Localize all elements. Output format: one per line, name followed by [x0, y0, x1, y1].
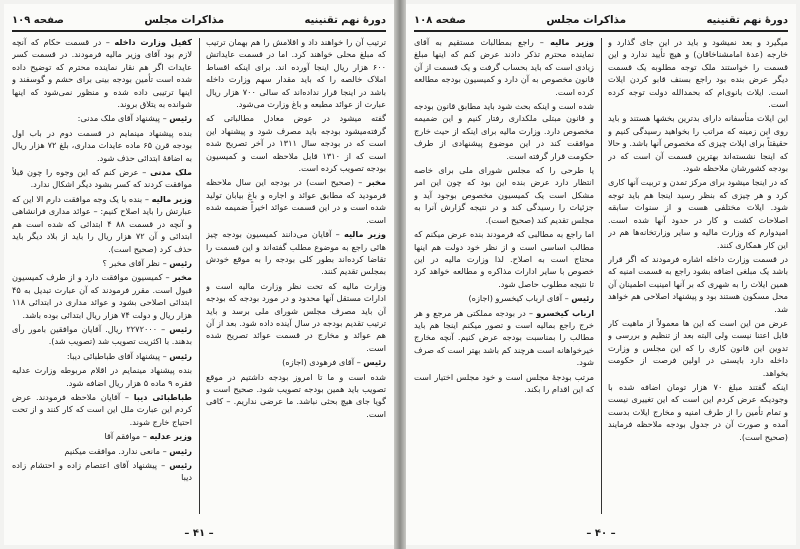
paragraph-text: – پیشنهاد آقای اعتصام زاده و احتشام زاده دیبا	[12, 460, 192, 483]
paragraph-text: – در قسمت حکام که آنچه لازم بود آقای وزیر مالیه فرمودند. در قسمت کسر عایدات اگر هم نقار نماینده محترم که توضیح داده شده است تأمین بودجه بینی برای حشم و گوسفند و اینها ترتیبی داده شده و منظور نمی‌شود که اینها شوانده به یتلاق بروند.	[12, 37, 192, 110]
transcript-paragraph	[12, 350, 192, 362]
left-header-title: مذاکرات مجلس	[144, 14, 225, 26]
left-header-session: دورهٔ نهم تقنینیه	[304, 14, 386, 26]
paragraph-text: – ۲۲۷۲۰۰۰ ریال. آقایان موافقین بامور رأی بدهند. با اکثریت تصویب شد (تصویب شد).	[12, 323, 192, 347]
paragraph-text: وزارت مالیه که تحت نظر وزارت مالیه است و ادارات مستقل آنها محدود و در مورد بودجه که بودجه آن باید مصرف مجلس شورای ملی برسد و باید ترتیب تقدیم بودجه در سال آینده داده شود. بعد از آن هم عوائد و مخارج در قسمت عوائد تصریح شده است.	[206, 280, 386, 353]
transcript-paragraph	[206, 228, 386, 278]
paragraph-text: ترتیب آن را خواهند داد و اقلامش را هم بهمان ترتیب که مبلغ محلی خواهند کرد. اما در قسمت عایداتش ۶۰۰ هزار ریال اینجا آورده اند. برای اینکه اقساط املاک خالصه را که باید مقدار سهم وزارت داخله باشد در اینجا قرار نداده‌اند که سالی ۷۰۰ هزار ریال عبارت از عوائد مطبعه و باغ وزارت می‌شود.	[206, 37, 386, 110]
paragraph-text: – آقای فرهودی (اجازه)	[282, 357, 361, 368]
paragraph-text: – در بودجه مملکتی هر مرجع و هر خرج راجع بمالیه است و تصور میکنم اینجا هم باید مطالب را بمناسبت بودجه عرض کنیم. آنچه مخارج خیرخواهانه است هرچند کم باشد بهتر است که صرف شود.	[414, 307, 594, 368]
speaker-name: رئیس	[169, 323, 192, 334]
transcript-paragraph	[12, 257, 192, 269]
paragraph-text: – کمیسیون موافقت دارد و از طرف کمیسیون قبول است. مقرر فرمودند که آن عبارت تبدیل به ۴۵ ابتدائی اصلاحی بشود و عوائد مداری در ابتدائی ۱۱۸ هزار ریال و دولت ۷۴ هزار ریال ابتدائی بوده باشد.	[12, 272, 192, 320]
paragraph-text: – راجع بمطالبات مستقیم به آقای نماینده محترم تذکر دادند عرض کنم که اینها مبلغ زیادی است که باید بحساب گرفت و یک قسمت از آن قانون مخصوص به آن دارد و کمیسیون بودجه مطالعه کرده است.	[414, 37, 594, 97]
transcript-paragraph	[12, 271, 192, 321]
transcript-paragraph	[12, 323, 192, 348]
transcript-paragraph	[206, 36, 386, 110]
transcript-paragraph	[608, 317, 788, 379]
paragraph-text: که در اینجا میشود برای مرکز تمدن و تربیت آنها کاری کرد و هر چیزی که بنظر رسید اینجا هم باید توجه شود. ایلات مختلفی هست و از سنوات سابقه اصلاحات کشت و کار در حدود آنها شده است. امیدوارم که وزارت مالیه و سایر وزارتخانه‌ها هم در این کار همکاری کنند.	[608, 177, 788, 250]
speaker-name: رئیس	[169, 113, 192, 124]
transcript-paragraph	[414, 292, 594, 304]
speaker-name: رئیس	[571, 293, 594, 304]
transcript-paragraph	[206, 176, 386, 226]
column-divider	[199, 38, 200, 514]
transcript-paragraph	[12, 127, 192, 164]
paragraph-text: – آقایان ملاحظه فرمودند. عرض کردم این عبارت ملل این است که کار کنند و از تحت احتیاج خارج شوند.	[12, 391, 192, 427]
transcript-paragraph	[12, 166, 192, 191]
speaker-name: مخبر	[366, 177, 386, 188]
transcript-paragraph	[206, 371, 386, 421]
speaker-name: وزیر مالیه	[151, 193, 192, 204]
right-page	[406, 4, 796, 545]
paragraph-text: – موافقم آقا	[104, 431, 147, 442]
transcript-paragraph	[414, 307, 594, 369]
left-page-header	[12, 10, 386, 32]
paragraph-text: بنده پیشنهاد مینمایم در اقلام مربوطه وزارت عدلیه فقره ۹ ماده ۵ هزار ریال اضافه شود.	[12, 365, 192, 388]
paragraph-text: – عرض کنم که این وجوه را چون قبلاً موافقت کردند که کسر بشود دیگر اشکال ندارد.	[12, 167, 192, 190]
transcript-paragraph	[12, 36, 192, 110]
speaker-name: رئیس	[169, 460, 192, 470]
transcript-paragraph	[206, 112, 386, 174]
speaker-name: ارباب کیخسرو	[536, 307, 594, 318]
transcript-paragraph	[608, 253, 788, 315]
paragraph-text: این ایلات متأسفانه دارای بدترین بخشها هستند و باید روی این زمینه که مراتب را بخواهید رسیدگی کنیم و حقیقتاً برای ایلات چیزی که مخصوص آنها باشد. و حالا که اینجا نشسته‌اند بهترین قسمت آن است که در بودجه کشورشان ملاحظه شود.	[608, 113, 788, 174]
speaker-name: رئیس	[363, 357, 386, 368]
right-header-page-label: صفحه ۱۰۸	[414, 14, 466, 26]
transcript-paragraph	[12, 193, 192, 255]
book-gutter	[394, 0, 406, 549]
paragraph-text: شده است و ما تا امروز بودجه داشتیم در موقع تصویب باید همین بودجه تصویب شود. صحیح است و گویا جای هیچ بحثی نباشد. ما عرضی نداریم. – کافی است.	[206, 371, 386, 419]
paragraph-text: بنده پیشنهاد مینمایم در قسمت دوم در باب اول بودجه قرن ۶۵ ماده عایدات مداری، بلغ ۷۲ هزار ریال به اضافهٔ ابتدائی حذف شود.	[12, 127, 192, 163]
transcript-paragraph	[608, 176, 788, 250]
right-header-title: مذاکرات مجلس	[546, 14, 627, 26]
paragraph-text: – آقایان می‌دانند کمیسیون بودجه چیز هائی راجع به موضوع مطلب گفته‌اند و این قسمت را تقاضا کرده‌اند بطور کلی بودجه را به موقع خودش بمجلس تقدیم کنند.	[206, 229, 386, 277]
left-page	[4, 4, 394, 545]
transcript-paragraph	[12, 391, 192, 428]
speaker-name: ملک مدنی	[150, 167, 192, 178]
left-page-column-right	[206, 36, 386, 516]
paragraph-text: – آقای ارباب کیخسرو (اجازه)	[468, 293, 569, 304]
transcript-paragraph	[206, 280, 386, 354]
speaker-name: وزیر مالیه	[550, 37, 594, 47]
transcript-paragraph	[12, 430, 192, 442]
speaker-name: کفیل وزارت داخله	[114, 37, 192, 47]
transcript-paragraph	[608, 36, 788, 110]
transcript-paragraph	[414, 164, 594, 226]
paragraph-text: – نظر آقای مخبر ؟	[102, 257, 167, 268]
right-header-session: دورهٔ نهم تقنینیه	[706, 14, 788, 26]
paragraph-text: – (صحیح است) در بودجه این سال ملاحظه فرمودید که مطابق عوائد و اجاره و باغ بیابان تولید شده است و در این قسمت عوائد اخیراً ضمیمه شده است.	[206, 177, 386, 225]
paragraph-text: – پیشنهاد آقای ملک مدنی:	[77, 113, 167, 124]
right-page-number: – ۴۰ –	[586, 528, 616, 539]
left-page-number: – ۴۱ –	[184, 528, 214, 539]
transcript-paragraph	[12, 112, 192, 124]
paragraph-text: میگیرد و بعد نمیشود و باید در این جای گذارد و خارجه (عدهٔ امامشناخاقان) و هیچ تأیید ندارد و این قسمت را خواستند ملک توجه مطلوبه یک قسمت دیگر عرض بنده بود راجع بسنف قابو کردن ایلات است. ایلات بانوی‌ام که بحمدالله دولت توجه کرده است.	[608, 37, 788, 110]
speaker-name: طباطبائی دیبا	[133, 391, 192, 402]
speaker-name: رئیس	[169, 445, 192, 456]
transcript-paragraph	[414, 228, 594, 290]
transcript-paragraph	[12, 445, 192, 457]
paragraph-text: – بنده با یک وجه موافقت دارم الا این که عبارتش را باید اصلاح کنیم: – عوائد مداری فرانشاهی و آنچه در قسمت ۸۸ ۴ ابتدائی که شده است هم ابتدائی و آن ۷۲ هزار ریال را باید از بلاد دیگر باید حذف کرد (صحیح است).	[12, 193, 192, 254]
paragraph-text: مرتب بودجهٔ مجلس است و خود مجلس اختیار است که این اقدام را بکند.	[414, 371, 594, 394]
speaker-name: وزیر مالیه	[344, 229, 386, 240]
transcript-paragraph	[206, 356, 386, 368]
paragraph-text: در قسمت وزارت داخله اشاره فرمودند که اگر قرار باشد یک مبلغی اضافه بشود راجع به قسمت امنیه که همین ایلات را به شهری که بر آنها امینیت اطمینان آن محل مسکون هستند بود و پیشنهاد اصلاحی هم خواهد شد.	[608, 253, 788, 314]
speaker-name: مخبر	[172, 272, 192, 283]
transcript-paragraph	[608, 381, 788, 443]
speaker-name: وزیر عدلیه	[149, 431, 192, 442]
left-page-column-left	[12, 36, 192, 516]
column-divider	[601, 38, 602, 514]
transcript-paragraph	[12, 364, 192, 389]
transcript-paragraph	[414, 36, 594, 98]
right-page-column-left	[414, 36, 594, 516]
transcript-paragraph	[414, 100, 594, 162]
transcript-paragraph	[12, 459, 192, 484]
paragraph-text: یا طرحی را که مجلس شورای ملی برای خاصه انتظار دارد عرض بنده این بود که چون این امر مشکل است یک کمیسیون مخصوص بوجود آید و جزئیات را رسیدگی کند و در نتیجه گزارش آنرا به مجلس تقدیم کند (صحیح است).	[414, 165, 594, 225]
right-page-column-right	[608, 36, 788, 516]
paragraph-text: – مانعی ندارد. موافقت میکنیم	[64, 445, 167, 456]
paragraph-text: – پیشنهاد آقای طباطبائی دیبا:	[66, 350, 167, 361]
transcript-paragraph	[414, 371, 594, 396]
paragraph-text: عرض من این است که این ها معمولاً از ماهیت کار قابل اعتنا نیست ولی البته بعد از تنظیم و بررسی و تدوین این قانون کاری را که این مجلس و وزارت داخله دارد بایستی در اولین فرصت از حکومت بخواهد.	[608, 317, 788, 378]
paragraph-text: شده است و اینکه بحث شود باید مطابق قانون بودجه و قانون مبتلی ملکداری رفتار کنیم و این ضمیمه مخصوص دارد. وزارت مالیه برای اینکه از حیث خارج موافقت کند در این موضوع پیشنهادی از طرف حکومت قرار گرفته است.	[414, 101, 594, 161]
speaker-name: رئیس	[169, 350, 192, 361]
transcript-paragraph	[608, 112, 788, 174]
paragraph-text: گفته میشود در عوض معادل مطالباتی که گرفته‌میشود بودجه باید مصرف شود و پیشنهاد این است که در بودجه سال ۱۳۱۱ در آخر تصریح شده است که از ۱۳۱۰ قابل ملاحظه است و کمیسیون بودجه تصویب کرده است.	[206, 113, 386, 174]
paragraph-text: اما راجع به مطالبی که فرمودند بنده عرض میکنم که مطالب اساسی است و از نظر خود دولت هم اینها محتاج است به اصلاح. لذا وزارت مالیه در این خصوص با سایر ادارات مذاکره و مطالعه خواهد کرد تا نتیجه مطلوب حاصل شود.	[414, 229, 594, 289]
paragraph-text: اینکه گفتند مبلغ ۷۰ هزار تومان اضافه شده با وجودیکه عرض کردم این است که این تغییری نیست و تمام تأمین را از طرف امنیه و مخارج ایلات بدست آمده و صورت آن در جدول بودجه ملاحظه فرمایند (صحیح است).	[608, 381, 788, 442]
speaker-name: رئیس	[169, 257, 192, 268]
right-page-header	[414, 10, 788, 32]
left-header-page-label: صفحه ۱۰۹	[12, 14, 64, 26]
